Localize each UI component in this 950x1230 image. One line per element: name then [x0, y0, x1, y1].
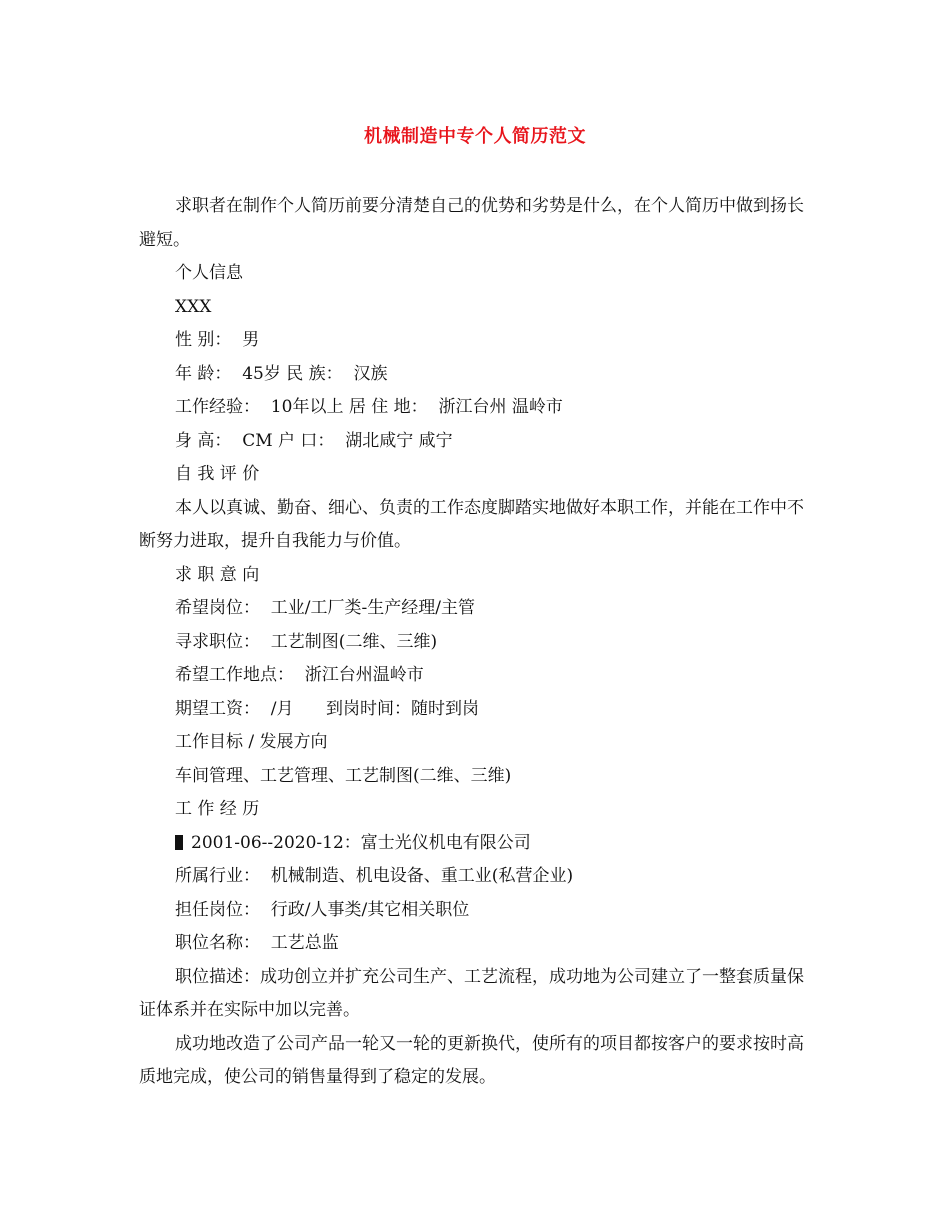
- industry-line: 所属行业： 机械制造、机电设备、重工业(私营企业): [175, 866, 574, 886]
- document-body: [139, 190, 815, 1095]
- work-period-text: 2001-06--2020-12：富士光仪机电有限公司: [191, 832, 531, 853]
- career-goal-heading: 工作目标 / 发展方向: [175, 732, 328, 752]
- name-line: XXX: [175, 296, 212, 317]
- achievement-paragraph: 成功地改造了公司产品一轮又一轮的更新换代，使所有的项目都按客户的要求按时高质地完成，使公司的销售量得到了稳定的发展。: [139, 1033, 804, 1087]
- square-bullet-icon: [175, 835, 183, 850]
- gender-line: 性 别： 男: [175, 330, 260, 350]
- career-goal-line: 车间管理、工艺管理、工艺制图(二维、三维): [175, 765, 512, 786]
- job-intention-heading: 求 职 意 向: [175, 564, 260, 585]
- self-evaluation-paragraph: 本人以真诚、勤奋、细心、负责的工作态度脚踏实地做好本职工作，并能在工作中不断努力进取，提升自我能力与价值。: [139, 497, 804, 551]
- salary-arrival-line: 期望工资： /月 到岗时间：随时到岗: [175, 698, 479, 719]
- document-title: 机械制造中专个人简历范文: [364, 126, 586, 147]
- self-evaluation-heading: 自 我 评 价: [175, 464, 260, 484]
- job-description-paragraph: 职位描述：成功创立并扩充公司生产、工艺流程，成功地为公司建立了一整套质量保证体系并在实际中加以完善。: [139, 966, 804, 1020]
- personal-info-heading: 个人信息: [175, 263, 243, 283]
- age-ethnicity-line: 年 龄： 45岁 民 族： 汉族: [175, 363, 388, 384]
- desired-location-line: 希望工作地点： 浙江台州温岭市: [175, 665, 424, 685]
- experience-residence-line: 工作经验： 10年以上 居 住 地： 浙江台州 温岭市: [175, 397, 563, 417]
- desired-position-line: 希望岗位： 工业/工厂类-生产经理/主管: [175, 598, 476, 618]
- sought-position-line: 寻求职位： 工艺制图(二维、三维): [175, 631, 438, 652]
- job-title-line: 职位名称： 工艺总监: [175, 933, 339, 953]
- height-hukou-line: 身 高： CM 户 口： 湖北咸宁 咸宁: [175, 430, 453, 451]
- work-experience-heading: 工 作 经 历: [175, 799, 260, 819]
- post-line: 担任岗位： 行政/人事类/其它相关职位: [175, 899, 470, 920]
- intro-paragraph: 求职者在制作个人简历前要分清楚自己的优势和劣势是什么，在个人简历中做到扬长避短。: [139, 196, 804, 250]
- work-period-line: [139, 827, 815, 861]
